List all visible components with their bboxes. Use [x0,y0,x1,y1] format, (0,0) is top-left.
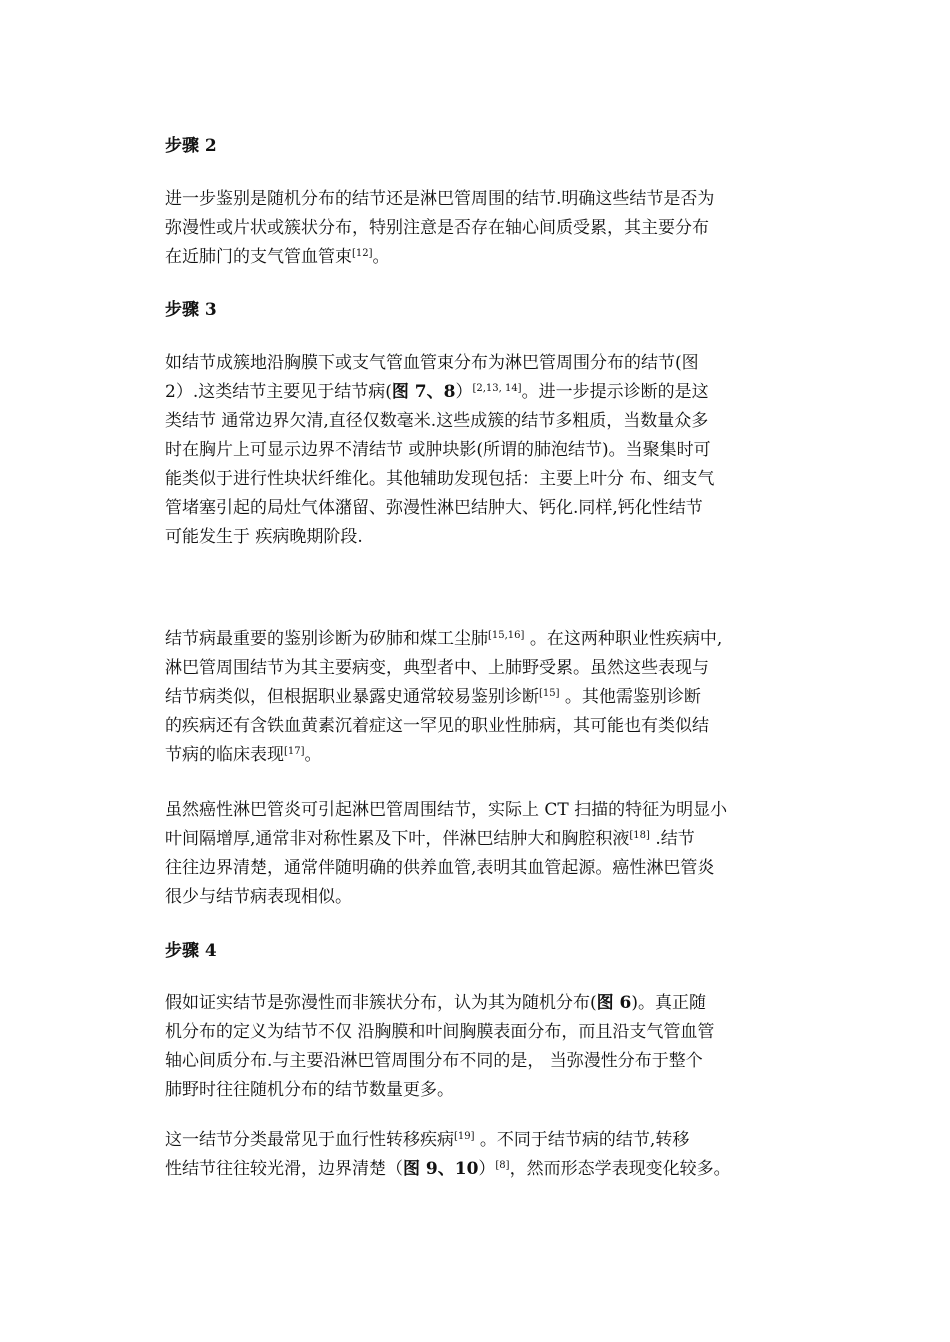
text-line [165,625,805,654]
figure-reference: 图 6 [596,993,632,1013]
text-segment: 。不同于结节病的结节,转移 [474,1130,690,1150]
text-segment: 进一步鉴别是随机分布的结节还是淋巴管周围的结节.明确这些结节是否为 [165,189,715,209]
text-line [165,712,805,741]
citation-reference: [19] [454,1131,475,1142]
text-segment: 。进一步提示诊断的是这 [521,382,709,402]
citation-reference: [8] [495,1160,510,1171]
text-segment: 在近肺门的支气管血管束 [165,247,352,267]
text-segment: 很少与结节病表现相似。 [165,887,352,907]
citation-reference: [15,16] [488,630,525,641]
text-segment: 叶间隔增厚,通常非对称性累及下叶，伴淋巴结肿大和胸腔积液 [165,829,630,849]
figure-reference: 图 9、10 [403,1159,479,1179]
text-segment: 往往边界清楚，通常伴随明确的供养血管,表明其血管起源。癌性淋巴管炎 [165,858,715,878]
text-line [165,741,805,770]
text-segment: 。 [304,745,322,765]
text-line [165,1047,805,1076]
metastasis-paragraph [165,1126,805,1184]
text-line [165,654,805,683]
step4-paragraph [165,989,805,1105]
step4-heading: 步骤 4 [165,941,217,961]
text-segment: 性结节往往较光滑，边界清楚（ [165,1159,403,1179]
text-line [165,214,805,243]
text-line [165,1126,805,1155]
text-segment: 。 [372,247,390,267]
text-line [165,185,805,214]
lymphangitis-paragraph [165,796,805,912]
text-line [165,465,805,494]
text-segment: 能类似于进行性块状纤维化。其他辅助发现包括：主要上叶分 布、细支气 [165,469,715,489]
text-segment: 。其他需鉴别诊断 [559,687,701,707]
text-segment: 假如证实结节是弥漫性而非簇状分布，认为其为随机分布( [165,993,597,1013]
text-line [165,1018,805,1047]
text-segment: 这一结节分类最常见于血行性转移疾病 [165,1130,454,1150]
text-segment: 结节病最重要的鉴别诊断为矽肺和煤工尘肺 [165,629,488,649]
text-segment: 机分布的定义为结节不仅 沿胸膜和叶间胸膜表面分布，而且沿支气管血管 [165,1022,715,1042]
text-segment: 如结节成簇地沿胸膜下或支气管血管束分布为淋巴管周围分布的结节(图 [165,353,699,373]
text-segment: 可能发生于 疾病晚期阶段. [165,527,363,547]
text-segment: 虽然癌性淋巴管炎可引起淋巴管周围结节，实际上 CT 扫描的特征为明显小 [165,800,728,820]
citation-reference: [15] [539,688,560,699]
text-segment: 的疾病还有含铁血黄素沉着症这一罕见的职业性肺病，其可能也有类似结 [165,716,709,736]
text-line [165,407,805,436]
text-line [165,349,805,378]
differential-diagnosis-paragraph [165,625,805,770]
text-segment: 轴心间质分布.与主要沿淋巴管周围分布不同的是， 当弥漫性分布于整个 [165,1051,703,1071]
text-segment: 淋巴管周围结节为其主要病变，典型者中、上肺野受累。虽然这些表现与 [165,658,709,678]
text-line [165,494,805,523]
text-line [165,854,805,883]
citation-reference: [17] [284,746,305,757]
text-segment: 时在胸片上可显示边界不清结节 或肿块影(所谓的肺泡结节)。当聚集时可 [165,440,711,460]
step2-heading: 步骤 2 [165,136,217,156]
text-segment: 管堵塞引起的局灶气体潴留、弥漫性淋巴结肿大、钙化.同样,钙化性结节 [165,498,703,518]
text-segment: 弥漫性或片状或簇状分布，特别注意是否存在轴心间质受累，其主要分布 [165,218,709,238]
text-segment: )。真正随 [631,993,707,1013]
text-line [165,1076,805,1105]
citation-reference: [12] [352,248,373,259]
text-line [165,989,805,1018]
text-segment: ） [478,1159,496,1179]
text-line [165,683,805,712]
text-segment: 肺野时往往随机分布的结节数量更多。 [165,1080,454,1100]
text-segment: ，然而形态学表现变化较多。 [509,1159,731,1179]
step3-heading: 步骤 3 [165,300,217,320]
figure-reference: 图 7、8 [391,382,456,402]
citation-reference: [18] [629,830,650,841]
text-segment: ） [455,382,473,402]
text-line [165,883,805,912]
text-line [165,243,805,272]
text-line [165,825,805,854]
citation-reference: [2,13, 14] [472,383,522,394]
text-line [165,378,805,407]
step3-paragraph [165,349,805,552]
step2-paragraph [165,185,805,272]
text-line [165,1155,805,1184]
text-line [165,436,805,465]
text-line [165,523,805,552]
text-line [165,796,805,825]
text-segment: 2）.这类结节主要见于结节病( [165,382,392,402]
text-segment: 类结节 通常边界欠清,直径仅数毫米.这些成簇的结节多粗质，当数量众多 [165,411,709,431]
text-segment: 。在这两种职业性疾病中, [524,629,723,649]
text-segment: 结节病类似，但根据职业暴露史通常较易鉴别诊断 [165,687,539,707]
text-segment: .结节 [649,829,695,849]
text-segment: 节病的临床表现 [165,745,284,765]
